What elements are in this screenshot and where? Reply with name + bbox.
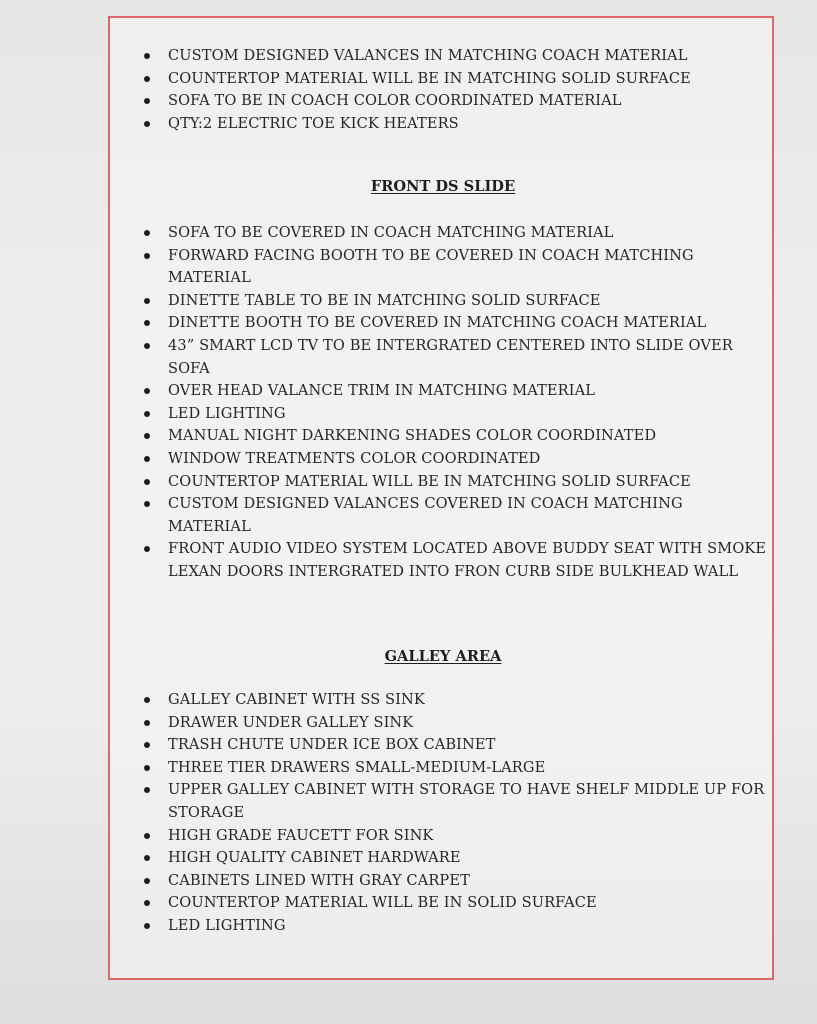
list-item: SOFA TO BE IN COACH COLOR COORDINATED MATERIAL xyxy=(140,90,770,113)
galley-area-section xyxy=(140,689,770,938)
list-item: WINDOW TREATMENTS COLOR COORDINATED xyxy=(140,448,770,471)
list-item: LED LIGHTING xyxy=(140,403,770,426)
list-item: LED LIGHTING xyxy=(140,915,770,938)
list-item: HIGH GRADE FAUCETT FOR SINK xyxy=(140,825,770,848)
list-item: DRAWER UNDER GALLEY SINK xyxy=(140,712,770,735)
top-items-section xyxy=(140,45,770,135)
galley-area-list xyxy=(140,689,770,938)
list-item: GALLEY CABINET WITH SS SINK xyxy=(140,689,770,712)
list-item: DINETTE TABLE TO BE IN MATCHING SOLID SURFACE xyxy=(140,290,770,313)
list-item: 43” SMART LCD TV TO BE INTERGRATED CENTERED INTO SLIDE OVER SOFA xyxy=(140,335,770,380)
list-item: COUNTERTOP MATERIAL WILL BE IN SOLID SURFACE xyxy=(140,892,770,915)
list-item: MANUAL NIGHT DARKENING SHADES COLOR COORDINATED xyxy=(140,425,770,448)
list-item: OVER HEAD VALANCE TRIM IN MATCHING MATERIAL xyxy=(140,380,770,403)
list-item: HIGH QUALITY CABINET HARDWARE xyxy=(140,847,770,870)
front-ds-slide-heading: FRONT DS SLIDE xyxy=(370,178,516,195)
list-item: CUSTOM DESIGNED VALANCES COVERED IN COACH MATCHING MATERIAL xyxy=(140,493,770,538)
list-item: CABINETS LINED WITH GRAY CARPET xyxy=(140,870,770,893)
list-item: UPPER GALLEY CABINET WITH STORAGE TO HAVE SHELF MIDDLE UP FOR STORAGE xyxy=(140,779,770,824)
galley-area-heading: GALLEY AREA xyxy=(384,648,502,665)
top-items-list xyxy=(140,45,770,135)
list-item: CUSTOM DESIGNED VALANCES IN MATCHING COACH MATERIAL xyxy=(140,45,770,68)
list-item: TRASH CHUTE UNDER ICE BOX CABINET xyxy=(140,734,770,757)
list-item: FRONT AUDIO VIDEO SYSTEM LOCATED ABOVE BUDDY SEAT WITH SMOKE LEXAN DOORS INTERGRATED INTO FRON CURB SIDE BULKHEAD WALL xyxy=(140,538,770,583)
list-item: DINETTE BOOTH TO BE COVERED IN MATCHING COACH MATERIAL xyxy=(140,312,770,335)
document-page xyxy=(108,16,774,980)
front-ds-slide-section xyxy=(140,222,770,584)
list-item: SOFA TO BE COVERED IN COACH MATCHING MATERIAL xyxy=(140,222,770,245)
list-item: FORWARD FACING BOOTH TO BE COVERED IN COACH MATCHING MATERIAL xyxy=(140,245,770,290)
front-ds-slide-list xyxy=(140,222,770,584)
list-item: COUNTERTOP MATERIAL WILL BE IN MATCHING SOLID SURFACE xyxy=(140,471,770,494)
list-item: THREE TIER DRAWERS SMALL-MEDIUM-LARGE xyxy=(140,757,770,780)
list-item: COUNTERTOP MATERIAL WILL BE IN MATCHING SOLID SURFACE xyxy=(140,68,770,91)
list-item: QTY:2 ELECTRIC TOE KICK HEATERS xyxy=(140,113,770,136)
